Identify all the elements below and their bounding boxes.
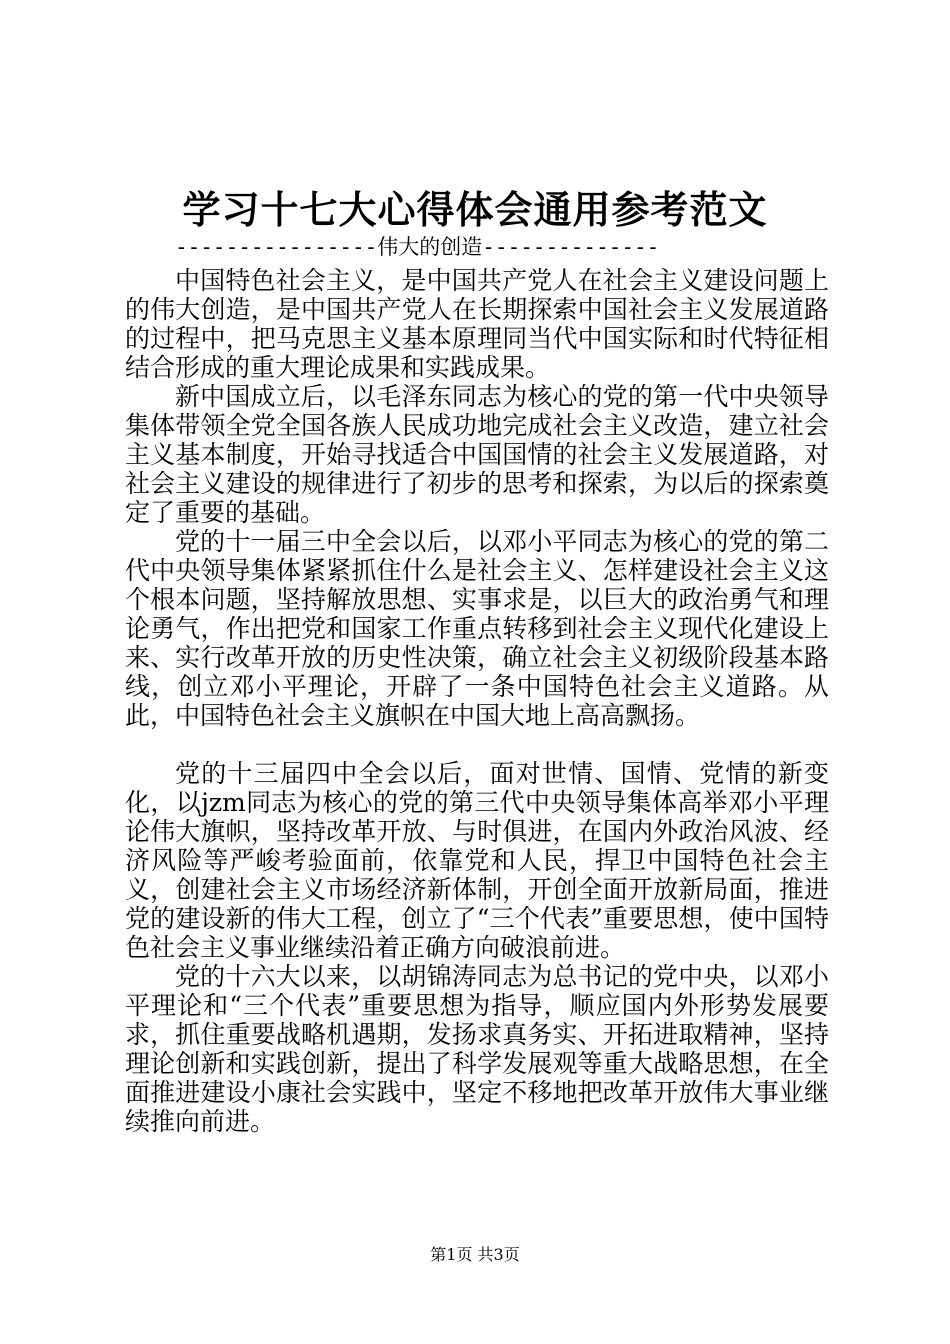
document-body — [125, 266, 829, 1136]
document-title: 学习十七大心得体会通用参考范文 — [182, 187, 768, 232]
document-subtitle: ----------------伟大的创造-------------- — [175, 235, 660, 259]
paragraph-2: 新中国成立后，以毛泽东同志为核心的党的第一代中央领导集体带领全党全国各族人民成功地完成社会主义改造，建立社会主义基本制度，开始寻找适合中国国情的社会主义发展道路，对社会主义建设的规律进行了初步的思考和探索，为以后的探索奠定了重要的基础。 — [125, 382, 829, 527]
paragraph-3: 党的十一届三中全会以后，以邓小平同志为核心的党的第二代中央领导集体紧紧抓住什么是社会主义、怎样建设社会主义这个根本问题，坚持解放思想、实事求是，以巨大的政治勇气和理论勇气，作出把党和国家工作重点转移到社会主义现代化建设上来、实行改革开放的历史性决策，确立社会主义初级阶段基本路线，创立邓小平理论，开辟了一条中国特色社会主义道路。从此，中国特色社会主义旗帜在中国大地上高高飘扬。 — [125, 527, 829, 730]
paragraph-4: 党的十三届四中全会以后，面对世情、国情、党情的新变化，以jzm同志为核心的党的第三代中央领导集体高举邓小平理论伟大旗帜，坚持改革开放、与时俱进，在国内外政治风波、经济风险等严峻考验面前，依靠党和人民，捍卫中国特色社会主义，创建社会主义市场经济新体制，开创全面开放新局面，推进党的建设新的伟大工程，创立了“三个代表”重要思想，使中国特色社会主义事业继续沿着正确方向破浪前进。 — [125, 759, 829, 962]
paragraph-5: 党的十六大以来，以胡锦涛同志为总书记的党中央，以邓小平理论和“三个代表”重要思想为指导，顺应国内外形势发展要求，抓住重要战略机遇期，发扬求真务实、开拓进取精神，坚持理论创新和实践创新，提出了科学发展观等重大战略思想，在全面推进建设小康社会实践中，坚定不移地把改革开放伟大事业继续推向前进。 — [125, 962, 829, 1136]
paragraph-spacer — [125, 730, 829, 759]
page-footer: 第1页 共3页 — [430, 1245, 520, 1264]
paragraph-1: 中国特色社会主义，是中国共产党人在社会主义建设问题上的伟大创造，是中国共产党人在长期探索中国社会主义发展道路的过程中，把马克思主义基本原理同当代中国实际和时代特征相结合形成的重大理论成果和实践成果。 — [125, 266, 829, 382]
